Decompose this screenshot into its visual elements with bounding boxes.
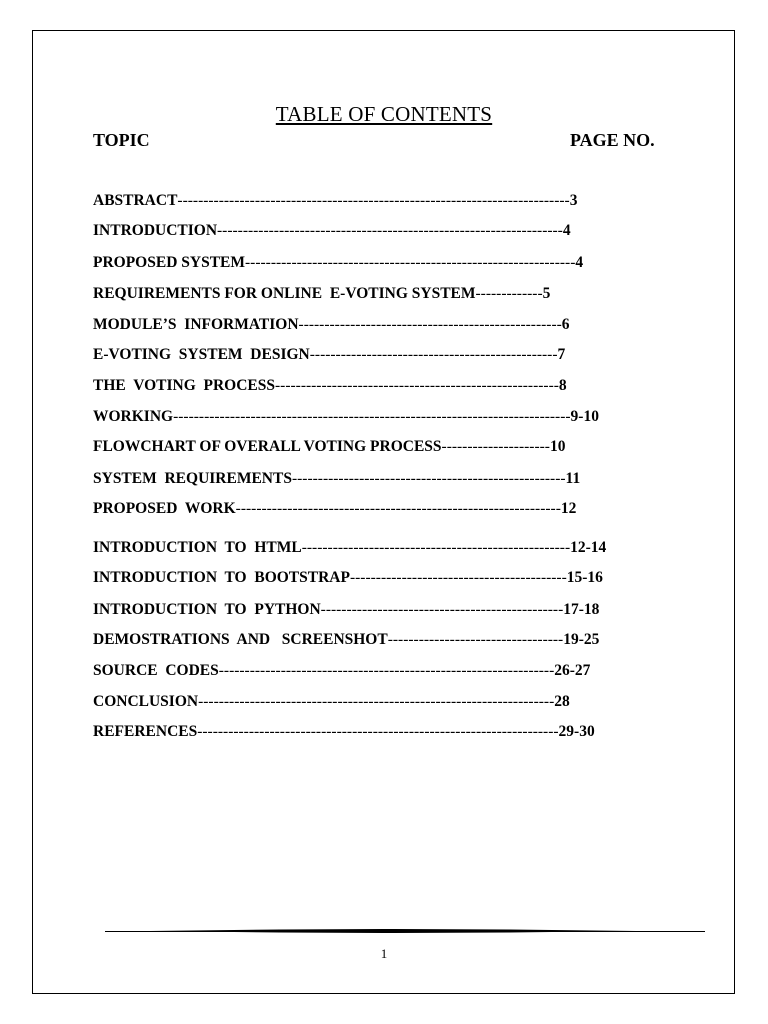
- toc-entry-page: 4: [575, 254, 584, 271]
- toc-entry-page: 9-10: [570, 408, 599, 425]
- toc-entry: [93, 630, 599, 650]
- toc-entry-leader: ----------------------------------------------------------------------: [197, 723, 559, 740]
- toc-entry-topic: PROPOSED WORK: [93, 500, 236, 517]
- toc-entry-page: 17-18: [563, 601, 600, 618]
- toc-entry-page: 6: [561, 316, 570, 333]
- toc-entry-leader: -----------------------------------------------------: [291, 470, 566, 487]
- toc-entry-leader: -------------------------------------------------------------------: [217, 222, 563, 239]
- footer-rule-ornament: [150, 929, 640, 933]
- toc-entry-page: 3: [569, 192, 578, 209]
- toc-entry: [93, 661, 590, 681]
- toc-entry: [93, 692, 570, 712]
- toc-entry-page: 10: [549, 438, 566, 455]
- toc-entry-topic: DEMOSTRATIONS AND SCREENSHOT: [93, 631, 388, 648]
- toc-entry: [93, 600, 599, 620]
- toc-entry-topic: ABSTRACT: [93, 192, 178, 209]
- toc-entry: [93, 538, 606, 558]
- toc-entry-leader: ------------------------------------------: [349, 569, 567, 586]
- toc-entry-topic: SOURCE CODES: [93, 662, 219, 679]
- toc-entry: [93, 345, 565, 365]
- page-number: 1: [380, 946, 388, 961]
- toc-entry-page: 15-16: [566, 569, 603, 586]
- toc-entry-leader: ------------------------------------------------: [309, 346, 558, 363]
- toc-entry: [93, 722, 595, 742]
- toc-entry-topic: INTRODUCTION TO BOOTSTRAP: [93, 569, 350, 586]
- toc-entry-page: 7: [557, 346, 566, 363]
- page-no-column-header: PAGE NO.: [570, 130, 655, 150]
- toc-entry-page: 26-27: [554, 662, 591, 679]
- topic-column-header: TOPIC: [93, 130, 150, 150]
- toc-entry-topic: THE VOTING PROCESS: [93, 377, 276, 394]
- toc-entry: [93, 499, 576, 519]
- toc-entry-topic: INTRODUCTION TO PYTHON: [93, 601, 321, 618]
- toc-entry: [93, 253, 583, 273]
- toc-entry-topic: MODULE’S INFORMATION: [93, 316, 299, 333]
- toc-entry: [93, 191, 577, 211]
- toc-entry-leader: ---------------------------------------------------------------------: [198, 693, 555, 710]
- toc-entry-topic: PROPOSED SYSTEM: [93, 254, 246, 271]
- toc-entry-leader: -----------------------------------------------: [320, 601, 564, 618]
- toc-entry-topic: WORKING: [93, 408, 174, 425]
- toc-entry-page: 29-30: [558, 723, 595, 740]
- toc-entry-leader: ----------------------------------------------------------------: [245, 254, 576, 271]
- toc-entry-page: 28: [554, 693, 570, 710]
- toc-entry: [93, 221, 571, 241]
- toc-entry-leader: -----------------------------------------------------------------------------: [173, 408, 571, 425]
- toc-entry-topic: E-VOTING SYSTEM DESIGN: [93, 346, 310, 363]
- toc-entry-leader: ----------------------------------: [387, 631, 564, 648]
- toc-entry-page: 11: [565, 470, 581, 487]
- toc-entry-topic: CONCLUSION: [93, 693, 199, 710]
- toc-entry-leader: -----------------------------------------------------------------: [218, 662, 555, 679]
- toc-entry-topic: INTRODUCTION: [93, 222, 218, 239]
- toc-entry-topic: FLOWCHART OF OVERALL VOTING PROCESS: [93, 438, 442, 455]
- toc-entry-leader: ----------------------------------------------------------------------------: [177, 192, 570, 209]
- toc-entry-page: 8: [558, 377, 567, 394]
- toc-entry-page: 4: [562, 222, 571, 239]
- toc-entry-page: 12: [560, 500, 577, 517]
- toc-entry-page: 12-14: [570, 539, 607, 556]
- toc-entry-leader: ----------------------------------------------------: [301, 539, 571, 556]
- toc-entry-leader: -------------------------------------------------------: [275, 377, 559, 394]
- toc-entry-topic: REQUIREMENTS FOR ONLINE E-VOTING SYSTEM: [93, 285, 476, 302]
- toc-entry: [93, 284, 550, 304]
- toc-entry-leader: ---------------------: [441, 438, 550, 455]
- toc-entry-page: 5: [542, 285, 551, 302]
- toc-entry-topic: SYSTEM REQUIREMENTS: [93, 470, 292, 487]
- toc-entry-leader: ---------------------------------------------------: [298, 316, 562, 333]
- toc-entry-leader: -------------: [475, 285, 543, 302]
- toc-entry-topic: REFERENCES: [93, 723, 198, 740]
- toc-entry: [93, 437, 565, 457]
- page-title: TABLE OF CONTENTS: [275, 102, 493, 126]
- toc-entry-topic: INTRODUCTION TO HTML: [93, 539, 302, 556]
- toc-entry-page: 19-25: [563, 631, 600, 648]
- toc-entry: [93, 469, 580, 489]
- toc-entry-leader: ---------------------------------------------------------------: [235, 500, 561, 517]
- toc-entry: [93, 407, 599, 427]
- toc-entry: [93, 568, 603, 588]
- toc-entry: [93, 315, 570, 335]
- toc-entry: [93, 376, 567, 396]
